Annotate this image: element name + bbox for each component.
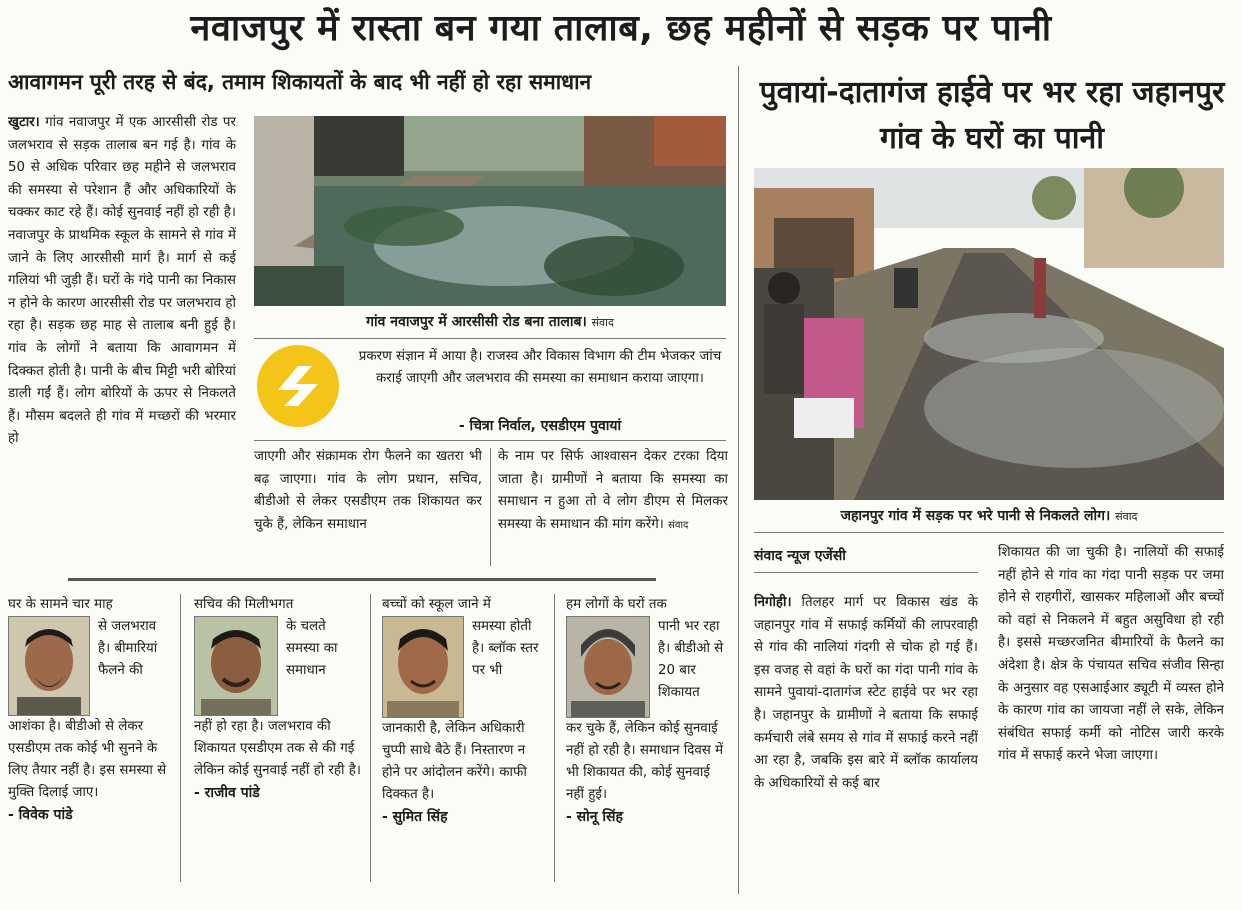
quote-logo-icon (256, 344, 340, 428)
right-story-column-1 (754, 592, 978, 882)
voice-head: बच्चों को स्कूल जाने में (382, 597, 491, 612)
waterlogged-road-photo (254, 116, 726, 306)
voice-photo (194, 616, 278, 716)
column-divider (738, 66, 739, 894)
voice-card-vivek (8, 594, 172, 826)
person-portrait-icon (195, 617, 277, 715)
left-story-column-1 (8, 112, 236, 572)
voice-side-text: पानी भर रहा है। बीडीओ से 20 बार शिकायत (658, 619, 724, 700)
left-story-col1-text: गांव नवाजपुर में एक आरसीसी रोड पर जलभराव से सड़क तालाब बन गई है। गांव के 50 से अधिक परिवार छह महीने से जलभराव की समस्या से परेशान हैं और अधिकारियों के चक्कर काट रहे हैं। कोई सुनवाई नहीं हो रही है। नवाजपुर के प्राथमिक स्कूल के सामने से गांव में जाने के लिए आरसीसी मार्ग है। मार्ग से कई गलियां भी जुड़ी हैं। घरों के गंदे पानी का निकास न होने के कारण आरसीसी रोड पर जलभराव हो रहा है। सड़क छह माह से तालाब बनी हुई है। गांव के लोगों ने बताया कि आवागमन में दिक्कत होती है। पानी के बीच मिट्टी भरी बोरियां डाली गईं हैं। लोग बोरियों के ऊपर से निकलते हैं। मौसम बदलते ही गांव में मच्छरों की भरमार हो (8, 115, 236, 447)
right-story-subhead: पुवायां-दातागंज हाईवे पर भर रहा जहानपुर गांव के घरों का पानी (759, 75, 1225, 156)
news-agency: संवाद न्यूज एजेंसी (754, 548, 846, 564)
person-portrait-icon (383, 617, 463, 717)
voice-divider (370, 594, 371, 882)
right-story-col1-text: तिलहर मार्ग पर विकास खंड के जहानपुर गांव में सफाई कर्मियों की लापरवाही से गांव की नालियां गंदगी से चोक हो गई हैं। इस वजह से वहां के घरों का गंदा पानी गांव के सामने पुवायां-दातागंज स्टेट हाईवे पर भर रहा है। जहानपुर के ग्रामीणों ने बताया कि सफाई कर्मचारी लंबे समय से गांव में सफाई करने नहीं आ रहा है, जबकि इस बारे में ब्लॉक कार्यालय के अधिकारियों से कई बार (754, 595, 978, 791)
right-photo-caption-text: जहानपुर गांव में सड़क पर भरे पानी से निकलते लोग। (840, 508, 1111, 524)
quote-logo (256, 344, 340, 428)
person-portrait-icon (567, 617, 649, 717)
left-photo-caption-text: गांव नवाजपुर में आरसीसी रोड बना तालाब। (366, 314, 587, 330)
voice-card-sonu (566, 594, 730, 828)
voice-name: - विवेक पांडे (8, 807, 73, 823)
voice-photo (8, 616, 90, 716)
voice-divider (180, 594, 181, 882)
flooded-highway-illustration (754, 168, 1224, 500)
left-story-subhead: आवागमन पूरी तरह से बंद, तमाम शिकायतों के बाद भी नहीं हो रहा समाधान (8, 70, 592, 94)
right-photo-caption (754, 506, 1224, 525)
left-story-col3-credit: संवाद (668, 519, 689, 531)
sdm-quote-author: - चित्रा निर्वाल, एसडीएम पुवायां (458, 418, 622, 434)
left-photo-credit: संवाद (591, 316, 614, 329)
right-story-dateline: निगोही। (754, 595, 792, 610)
voice-rest: कर चुके हैं, लेकिन कोई सुनवाई नहीं हो रही है। समाधान दिवस में भी शिकायत की, कोई सुनवाई नहीं हुई। (566, 721, 724, 802)
right-story-column-2: शिकायत की जा चुकी है। नालियों की सफाई नहीं होने से गांव का गंदा पानी सड़क पर जमा होने से राहगीरों, खासकर महिलाओं और बच्चों को वहां से निकलने में बहुत असुविधा हो रही है। इससे मच्छरजनित बीमारियों के फैलने का अंदेशा है। क्षेत्र के पंचायत सचिव संजीव सिन्हा के अनुसार वह एसआईआर ड्यूटी में व्यस्त होने के कारण गांव का जायजा नहीं ले सके, लेकिन संबंधित सफाई कर्मी को नोटिस जारी करके गांव में सफाई करने भेजा जाएगा। (998, 545, 1224, 764)
voice-rest: जानकारी है, लेकिन अधिकारी चुप्पी साधे बैठे हैं। निस्तारण न होने पर आंदोलन करेंगे। काफी दिक्कत है। (382, 721, 527, 802)
voice-name: - सोनू सिंह (566, 809, 623, 825)
voice-head: हम लोगों के घरों तक (566, 597, 667, 612)
voice-card-rajeev (194, 594, 362, 804)
left-story-col3-text: के नाम पर सिर्फ आश्वासन देकर टरका दिया जाता है। ग्रामीणों ने बताया कि समस्या का समाधान न हुआ तो वे लोग डीएम से मिलकर समस्या के समाधान की मांग करेंगे। (498, 449, 728, 532)
voice-head: घर के सामने चार माह (8, 597, 113, 612)
voice-head: सचिव की मिलीभगत (194, 597, 294, 612)
voice-rest: नहीं हो रहा है। जलभराव की शिकायत एसडीएम तक से की गई लेकिन कोई सुनवाई नहीं हो रही है। (194, 719, 361, 778)
agency-underline (754, 572, 978, 573)
caption-divider (254, 338, 726, 339)
sdm-quote: प्रकरण संज्ञान में आया है। राजस्व और विकास विभाग की टीम भेजकर जांच कराई जाएगी और जलभराव की समस्या का समाधान कराया जाएगा। (358, 349, 722, 386)
voice-side-text: समस्या होती है। ब्लॉक स्तर पर भी (472, 619, 539, 678)
voice-name: - राजीव पांडे (194, 785, 260, 801)
left-story-dateline: खुटार। (8, 115, 40, 130)
page-headline: नवाजपुर में रास्ता बन गया तालाब, छह महीनों से सड़क पर पानी (190, 8, 1052, 49)
voice-rest: आशंका है। बीडीओ से लेकर एसडीएम तक कोई भी सुनने के लिए तैयार नहीं है। इस समस्या से मुक्ति दिलाई जाए। (8, 719, 167, 800)
voice-side-text: से जलभराव है। बीमारियां फैलने की (98, 619, 158, 678)
voices-divider (68, 578, 656, 581)
right-caption-divider (754, 532, 1224, 533)
right-photo-credit: संवाद (1115, 510, 1138, 523)
left-story-column-2: जाएगी और संक्रामक रोग फैलने का खतरा भी बढ़ जाएगा। गांव के लोग प्रधान, सचिव, बीडीओ से लेकर एसडीएम तक शिकायत कर चुके हैं, लेकिन समाधान (254, 449, 482, 532)
voice-photo (382, 616, 464, 718)
flooded-highway-photo (754, 168, 1224, 500)
inner-column-divider (490, 448, 491, 566)
voice-side-text: के चलते समस्या का समाधान (286, 619, 338, 678)
left-photo-caption (254, 312, 726, 331)
waterlogged-road-illustration (254, 116, 726, 306)
voice-card-sumit (382, 594, 546, 828)
voice-photo (566, 616, 650, 718)
person-portrait-icon (9, 617, 89, 715)
voice-name: - सुमित सिंह (382, 809, 448, 825)
voice-divider (554, 594, 555, 882)
quote-divider (254, 440, 726, 441)
left-story-column-3 (498, 446, 728, 566)
